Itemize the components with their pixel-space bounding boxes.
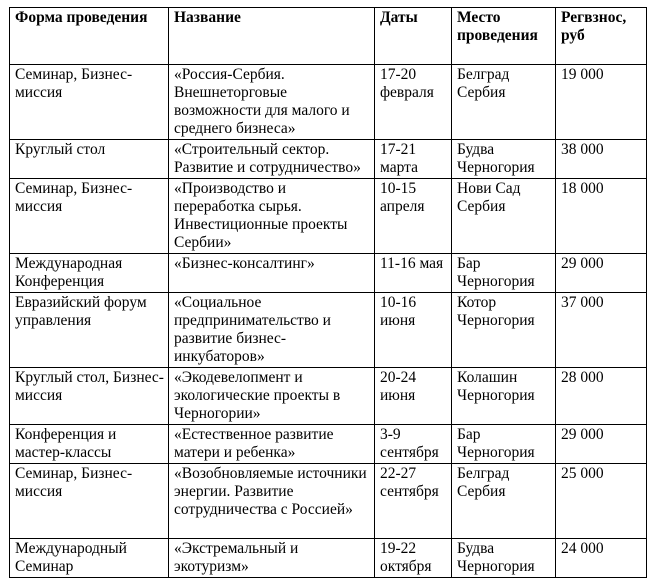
cell-dates: 17-20 февраля bbox=[375, 65, 452, 140]
cell-dates: 19-22 октября bbox=[375, 539, 452, 578]
cell-place: Нови Сад Сербия bbox=[452, 179, 556, 254]
table-row bbox=[10, 179, 647, 254]
table-row bbox=[10, 254, 647, 293]
cell-format: Конференция и мастер-классы bbox=[10, 425, 169, 464]
cell-name: «Социальное предпринимательство и развитие бизнес- инкубаторов» bbox=[169, 293, 375, 368]
cell-place: Белград Сербия bbox=[452, 464, 556, 539]
table-row bbox=[10, 65, 647, 140]
cell-dates: 10-16 июня bbox=[375, 293, 452, 368]
cell-place: Бар Черногория bbox=[452, 254, 556, 293]
table-row bbox=[10, 539, 647, 578]
cell-name: «Возобновляемые источники энергии. Развитие сотрудничества с Россией» bbox=[169, 464, 375, 539]
cell-dates: 3-9 сентября bbox=[375, 425, 452, 464]
cell-place: Колашин Черногория bbox=[452, 368, 556, 425]
cell-dates: 17-21 марта bbox=[375, 140, 452, 179]
table-row bbox=[10, 425, 647, 464]
cell-name: «Производство и переработка сырья. Инвестиционные проекты Сербии» bbox=[169, 179, 375, 254]
header-fee: Регвзнос, руб bbox=[556, 8, 647, 65]
cell-format: Семинар, Бизнес- миссия bbox=[10, 65, 169, 140]
header-dates: Даты bbox=[375, 8, 452, 65]
cell-dates: 11-16 мая bbox=[375, 254, 452, 293]
cell-name: «Бизнес-консалтинг» bbox=[169, 254, 375, 293]
table-header-row bbox=[10, 8, 647, 65]
table-row bbox=[10, 464, 647, 539]
cell-name: «Экодевелопмент и экологические проекты в Черногории» bbox=[169, 368, 375, 425]
cell-name: «Естественное развитие матери и ребенка» bbox=[169, 425, 375, 464]
cell-fee: 18 000 bbox=[556, 179, 647, 254]
cell-dates: 22-27 сентября bbox=[375, 464, 452, 539]
header-format: Форма проведения bbox=[10, 8, 169, 65]
table-row bbox=[10, 140, 647, 179]
cell-place: Будва Черногория bbox=[452, 539, 556, 578]
cell-format: Международный Семинар bbox=[10, 539, 169, 578]
header-name: Название bbox=[169, 8, 375, 65]
header-place: Место проведения bbox=[452, 8, 556, 65]
cell-format: Круглый стол, Бизнес-миссия bbox=[10, 368, 169, 425]
cell-fee: 29 000 bbox=[556, 425, 647, 464]
table-row bbox=[10, 293, 647, 368]
cell-name: «Строительный сектор. Развитие и сотрудничество» bbox=[169, 140, 375, 179]
table-row bbox=[10, 368, 647, 425]
cell-dates: 20-24 июня bbox=[375, 368, 452, 425]
cell-name: «Россия-Сербия. Внешнеторговые возможности для малого и среднего бизнеса» bbox=[169, 65, 375, 140]
cell-place: Бар Черногория bbox=[452, 425, 556, 464]
cell-place: Будва Черногория bbox=[452, 140, 556, 179]
cell-fee: 24 000 bbox=[556, 539, 647, 578]
cell-fee: 25 000 bbox=[556, 464, 647, 539]
cell-name: «Экстремальный и экотуризм» bbox=[169, 539, 375, 578]
cell-format: Семинар, Бизнес- миссия bbox=[10, 179, 169, 254]
cell-format: Международная Конференция bbox=[10, 254, 169, 293]
cell-place: Котор Черногория bbox=[452, 293, 556, 368]
cell-dates: 10-15 апреля bbox=[375, 179, 452, 254]
cell-format: Круглый стол bbox=[10, 140, 169, 179]
cell-fee: 19 000 bbox=[556, 65, 647, 140]
cell-fee: 29 000 bbox=[556, 254, 647, 293]
cell-format: Евразийский форум управления bbox=[10, 293, 169, 368]
cell-fee: 37 000 bbox=[556, 293, 647, 368]
cell-fee: 28 000 bbox=[556, 368, 647, 425]
cell-fee: 38 000 bbox=[556, 140, 647, 179]
cell-format: Семинар, Бизнес- миссия bbox=[10, 464, 169, 539]
cell-place: Белград Сербия bbox=[452, 65, 556, 140]
events-table bbox=[9, 7, 647, 578]
